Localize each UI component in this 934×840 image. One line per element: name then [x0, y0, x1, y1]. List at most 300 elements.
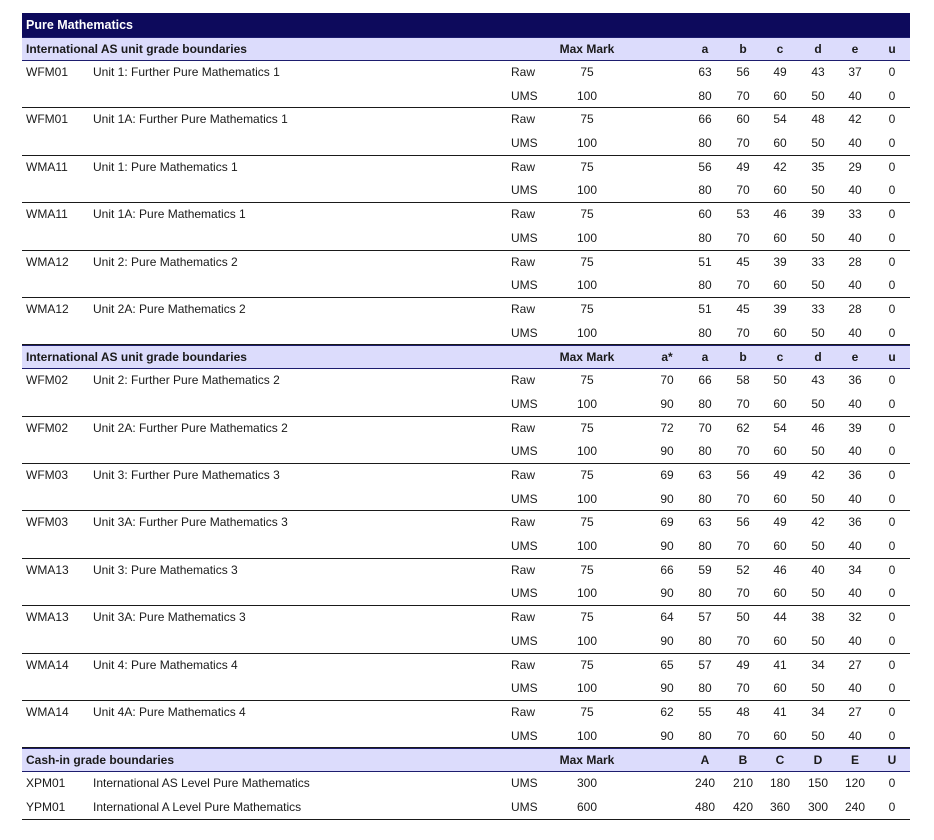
- mark-type: UMS: [511, 325, 538, 340]
- grade-boundary: 0: [888, 65, 896, 79]
- table-row: [22, 464, 910, 488]
- section-header: [22, 748, 910, 772]
- unit-name: Unit 3: Pure Mathematics 3: [93, 562, 238, 577]
- grade-boundary: 420: [732, 799, 754, 814]
- grade-boundary: 60: [773, 539, 787, 554]
- mark-type: UMS: [511, 539, 538, 554]
- mark-type: Raw: [511, 112, 536, 127]
- grade-boundary: 42: [773, 159, 787, 174]
- mark-type: Raw: [511, 468, 536, 482]
- max-mark: 100: [576, 325, 598, 340]
- grade-boundary: 40: [848, 633, 862, 648]
- max-mark-heading: Max Mark: [559, 753, 615, 768]
- qualification-name: International AS Level Pure Mathematics: [93, 776, 310, 791]
- max-mark: 75: [580, 468, 594, 482]
- unit-name: Unit 1: Pure Mathematics 1: [93, 159, 238, 174]
- unit-name: Unit 2A: Further Pure Mathematics 2: [93, 420, 288, 435]
- grade-boundary: 70: [736, 444, 750, 459]
- grade-boundary: 39: [773, 301, 787, 316]
- max-mark: 100: [576, 183, 598, 198]
- grade-boundary: 66: [660, 562, 674, 577]
- grade-boundary: 53: [736, 207, 750, 222]
- mark-type: UMS: [511, 681, 538, 696]
- table-row: [22, 251, 910, 275]
- table-row: [22, 582, 910, 606]
- grade-boundary: 0: [888, 373, 896, 388]
- unit-code: WMA13: [26, 610, 69, 625]
- max-mark: 75: [580, 562, 594, 577]
- grade-boundary: 63: [698, 515, 712, 530]
- grade-boundary: 27: [848, 657, 862, 672]
- table-row: [22, 393, 910, 417]
- grade-boundary: 39: [773, 254, 787, 269]
- grade-boundary: 40: [848, 88, 862, 103]
- grade-boundary: 0: [888, 325, 896, 340]
- max-mark: 100: [576, 230, 598, 245]
- max-mark: 100: [576, 539, 598, 554]
- max-mark: 75: [580, 373, 594, 388]
- grade-boundary: 70: [736, 633, 750, 648]
- grade-boundary: 56: [736, 65, 750, 79]
- grade-boundary: 80: [698, 183, 712, 198]
- unit-code: WMA14: [26, 657, 69, 672]
- grade-boundary: 52: [736, 562, 750, 577]
- grade-boundary: 55: [698, 704, 712, 719]
- table-row: [22, 85, 910, 109]
- max-mark: 100: [576, 136, 598, 151]
- grade-boundary: 80: [698, 539, 712, 554]
- grade-boundary: 120: [844, 776, 866, 791]
- grade-boundary: 54: [773, 112, 787, 127]
- grade-boundary: 39: [848, 420, 862, 435]
- grade-boundary: 50: [811, 88, 825, 103]
- grade-boundary: 90: [660, 396, 674, 411]
- max-mark: 300: [576, 776, 598, 791]
- grade-heading: E: [850, 753, 859, 768]
- grade-boundary: 180: [769, 776, 791, 791]
- unit-code: WFM03: [26, 515, 68, 530]
- grade-boundary: 70: [736, 491, 750, 506]
- mark-type: Raw: [511, 610, 536, 625]
- table-row: [22, 322, 910, 346]
- grade-boundary: 50: [811, 230, 825, 245]
- grade-heading: B: [738, 753, 748, 768]
- table-row: [22, 511, 910, 535]
- grade-boundary: 41: [773, 657, 787, 672]
- grade-boundary: 57: [698, 657, 712, 672]
- table-row: [22, 417, 910, 441]
- grade-boundary: 210: [732, 776, 754, 791]
- max-mark: 100: [576, 728, 598, 743]
- grade-boundary: 60: [773, 633, 787, 648]
- grade-boundary: 40: [848, 728, 862, 743]
- grade-heading: d: [814, 42, 822, 56]
- table-row: [22, 559, 910, 583]
- grade-boundary: 40: [848, 586, 862, 601]
- grade-boundary: 36: [848, 468, 862, 482]
- grade-boundary: 80: [698, 681, 712, 696]
- grade-boundary: 240: [844, 799, 866, 814]
- unit-code: WMA14: [26, 704, 69, 719]
- grade-heading: u: [888, 42, 896, 56]
- grade-boundary: 0: [888, 586, 896, 601]
- grade-boundary: 35: [811, 159, 825, 174]
- unit-code: WFM01: [26, 112, 68, 127]
- grade-boundary: 60: [773, 491, 787, 506]
- grade-boundary: 0: [888, 230, 896, 245]
- max-mark: 75: [580, 704, 594, 719]
- grade-boundary: 66: [698, 112, 712, 127]
- grade-boundary: 60: [773, 396, 787, 411]
- grade-boundary: 80: [698, 136, 712, 151]
- mark-type: Raw: [511, 562, 536, 577]
- grade-boundary: 49: [773, 468, 787, 482]
- unit-code: WFM02: [26, 373, 68, 388]
- grade-boundary: 60: [698, 207, 712, 222]
- grade-boundary: 70: [736, 136, 750, 151]
- mark-type: UMS: [511, 444, 538, 459]
- table-row: [22, 369, 910, 393]
- grade-heading: a: [701, 42, 709, 56]
- grade-boundary: 60: [736, 112, 750, 127]
- section-header: [22, 345, 910, 369]
- grade-boundary: 28: [848, 254, 862, 269]
- max-mark: 100: [576, 491, 598, 506]
- grade-boundary: 0: [888, 491, 896, 506]
- mark-type: UMS: [511, 183, 538, 198]
- grade-boundary: 0: [888, 681, 896, 696]
- grade-boundary: 150: [807, 776, 829, 791]
- grade-boundary: 40: [848, 325, 862, 340]
- table-row: [22, 108, 910, 132]
- unit-name: Unit 1A: Further Pure Mathematics 1: [93, 112, 288, 127]
- grade-boundary: 80: [698, 444, 712, 459]
- grade-boundary: 40: [848, 183, 862, 198]
- grade-boundary: 60: [773, 183, 787, 198]
- grade-boundary: 32: [848, 610, 862, 625]
- unit-name: Unit 1: Further Pure Mathematics 1: [93, 65, 280, 79]
- max-mark: 100: [576, 278, 598, 293]
- grade-boundary: 40: [848, 681, 862, 696]
- table-row: [22, 488, 910, 512]
- grade-boundary: 0: [888, 776, 896, 791]
- max-mark: 75: [580, 65, 594, 79]
- max-mark-heading: Max Mark: [559, 350, 615, 365]
- grade-boundary: 40: [848, 230, 862, 245]
- grade-boundary: 62: [736, 420, 750, 435]
- mark-type: Raw: [511, 420, 536, 435]
- mark-type: UMS: [511, 278, 538, 293]
- unit-name: Unit 4: Pure Mathematics 4: [93, 657, 238, 672]
- grade-boundary: 40: [848, 539, 862, 554]
- grade-boundary: 0: [888, 539, 896, 554]
- table-row: [22, 132, 910, 156]
- mark-type: UMS: [511, 136, 538, 151]
- grade-boundary: 50: [811, 586, 825, 601]
- table-row: [22, 61, 910, 85]
- max-mark: 75: [580, 254, 594, 269]
- grade-boundary: 56: [736, 468, 750, 482]
- grade-boundary: 80: [698, 230, 712, 245]
- grade-boundary: 64: [660, 610, 674, 625]
- grade-boundary: 80: [698, 728, 712, 743]
- grade-boundary: 80: [698, 88, 712, 103]
- grade-boundary: 0: [888, 159, 896, 174]
- grade-boundary: 0: [888, 468, 896, 482]
- unit-name: Unit 3A: Further Pure Mathematics 3: [93, 515, 288, 530]
- table-row: [22, 156, 910, 180]
- grade-boundary: 36: [848, 515, 862, 530]
- grade-boundary: 0: [888, 254, 896, 269]
- grade-boundary: 33: [848, 207, 862, 222]
- grade-boundary: 70: [736, 396, 750, 411]
- grade-boundary: 0: [888, 515, 896, 530]
- grade-boundary: 0: [888, 562, 896, 577]
- grade-boundary: 0: [888, 420, 896, 435]
- max-mark: 75: [580, 420, 594, 435]
- grade-boundary: 0: [888, 610, 896, 625]
- grade-boundary: 50: [811, 183, 825, 198]
- grade-boundary: 0: [888, 136, 896, 151]
- max-mark: 100: [576, 586, 598, 601]
- unit-name: Unit 3A: Pure Mathematics 3: [93, 610, 246, 625]
- grade-boundary: 50: [773, 373, 787, 388]
- unit-name: Unit 2A: Pure Mathematics 2: [93, 301, 246, 316]
- grade-boundary: 50: [811, 325, 825, 340]
- mark-type: UMS: [511, 728, 538, 743]
- grade-boundary: 90: [660, 539, 674, 554]
- grade-boundary: 60: [773, 136, 787, 151]
- grade-boundary: 65: [660, 657, 674, 672]
- grade-boundary: 66: [698, 373, 712, 388]
- table-row: [22, 227, 910, 251]
- grade-boundary: 40: [848, 396, 862, 411]
- unit-name: Unit 2: Pure Mathematics 2: [93, 254, 238, 269]
- grade-boundary: 46: [773, 562, 787, 577]
- grade-boundary: 70: [736, 183, 750, 198]
- mark-type: Raw: [511, 301, 536, 316]
- grade-boundary: 60: [773, 325, 787, 340]
- grade-boundary: 80: [698, 586, 712, 601]
- grade-boundary: 49: [773, 515, 787, 530]
- unit-code: WMA12: [26, 254, 69, 269]
- unit-name: Unit 2: Further Pure Mathematics 2: [93, 373, 280, 388]
- grade-heading: a: [701, 350, 709, 365]
- grade-boundary: 70: [736, 539, 750, 554]
- grade-boundary: 70: [698, 420, 712, 435]
- grade-boundary: 56: [736, 515, 750, 530]
- grade-boundary: 37: [848, 65, 862, 79]
- table-row: [22, 440, 910, 464]
- grade-boundary: 70: [736, 681, 750, 696]
- section-header-label: International AS unit grade boundaries: [26, 42, 247, 56]
- grade-boundary: 48: [811, 112, 825, 127]
- section-header: [22, 37, 910, 61]
- grade-boundary: 40: [848, 136, 862, 151]
- grade-boundary: 80: [698, 396, 712, 411]
- grade-heading: b: [739, 350, 747, 365]
- grade-boundary: 50: [811, 444, 825, 459]
- table-row: [22, 701, 910, 725]
- mark-type: Raw: [511, 704, 536, 719]
- unit-name: Unit 4A: Pure Mathematics 4: [93, 704, 246, 719]
- table-row: [22, 179, 910, 203]
- table-row: [22, 274, 910, 298]
- max-mark: 600: [576, 799, 598, 814]
- max-mark: 75: [580, 301, 594, 316]
- grade-boundary: 50: [811, 633, 825, 648]
- table-row: [22, 654, 910, 678]
- grade-boundary: 51: [698, 301, 712, 316]
- mark-type: UMS: [511, 776, 538, 791]
- grade-boundary: 70: [736, 88, 750, 103]
- grade-boundary: 70: [736, 325, 750, 340]
- grade-boundary: 56: [698, 159, 712, 174]
- grade-heading: u: [888, 350, 896, 365]
- grade-boundary: 80: [698, 278, 712, 293]
- grade-boundary: 240: [694, 776, 716, 791]
- grade-boundary: 50: [811, 396, 825, 411]
- grade-boundary: 33: [811, 254, 825, 269]
- max-mark: 75: [580, 515, 594, 530]
- grade-boundary: 90: [660, 491, 674, 506]
- grade-boundaries-table: [22, 13, 910, 820]
- unit-code: WFM02: [26, 420, 68, 435]
- section-header-label: International AS unit grade boundaries: [26, 350, 247, 365]
- grade-boundary: 29: [848, 159, 862, 174]
- grade-boundary: 50: [811, 136, 825, 151]
- grade-boundary: 40: [848, 278, 862, 293]
- grade-boundary: 0: [888, 657, 896, 672]
- grade-boundary: 44: [773, 610, 787, 625]
- qualification-code: XPM01: [26, 776, 66, 791]
- mark-type: Raw: [511, 159, 536, 174]
- grade-boundary: 50: [736, 610, 750, 625]
- grade-boundary: 60: [773, 681, 787, 696]
- mark-type: UMS: [511, 88, 538, 103]
- grade-boundary: 0: [888, 278, 896, 293]
- max-mark: 75: [580, 112, 594, 127]
- grade-boundary: 48: [736, 704, 750, 719]
- grade-boundary: 42: [811, 468, 825, 482]
- table-row: [22, 725, 910, 749]
- grade-boundary: 62: [660, 704, 674, 719]
- grade-boundary: 34: [811, 704, 825, 719]
- grade-boundary: 49: [773, 65, 787, 79]
- grade-boundary: 50: [811, 491, 825, 506]
- grade-boundary: 0: [888, 444, 896, 459]
- mark-type: Raw: [511, 373, 536, 388]
- grade-heading: d: [814, 350, 822, 365]
- unit-name: Unit 1A: Pure Mathematics 1: [93, 207, 246, 222]
- grade-boundary: 41: [773, 704, 787, 719]
- grade-boundary: 69: [660, 468, 674, 482]
- grade-boundary: 0: [888, 112, 896, 127]
- grade-boundary: 0: [888, 704, 896, 719]
- grade-boundary: 46: [811, 420, 825, 435]
- grade-boundary: 0: [888, 799, 896, 814]
- grade-boundary: 50: [811, 539, 825, 554]
- grade-boundary: 60: [773, 230, 787, 245]
- grade-boundary: 51: [698, 254, 712, 269]
- mark-type: Raw: [511, 515, 536, 530]
- grade-boundary: 300: [807, 799, 829, 814]
- grade-boundary: 34: [848, 562, 862, 577]
- mark-type: Raw: [511, 207, 536, 222]
- grade-boundary: 43: [811, 373, 825, 388]
- grade-boundary: 0: [888, 88, 896, 103]
- max-mark: 100: [576, 681, 598, 696]
- grade-boundary: 38: [811, 610, 825, 625]
- table-row: [22, 298, 910, 322]
- mark-type: UMS: [511, 586, 538, 601]
- mark-type: UMS: [511, 799, 538, 814]
- unit-code: WMA11: [26, 207, 68, 222]
- grade-boundary: 49: [736, 657, 750, 672]
- grade-heading: e: [851, 350, 859, 365]
- grade-boundary: 46: [773, 207, 787, 222]
- grade-boundary: 60: [773, 586, 787, 601]
- max-mark: 75: [580, 610, 594, 625]
- grade-boundary: 39: [811, 207, 825, 222]
- grade-boundary: 40: [848, 491, 862, 506]
- mark-type: Raw: [511, 254, 536, 269]
- grade-heading: a*: [661, 350, 673, 365]
- unit-code: WMA12: [26, 301, 69, 316]
- grade-boundary: 0: [888, 207, 896, 222]
- mark-type: UMS: [511, 230, 538, 245]
- grade-boundary: 0: [888, 301, 896, 316]
- grade-boundary: 50: [811, 728, 825, 743]
- max-mark-heading: Max Mark: [559, 42, 615, 56]
- grade-boundary: 80: [698, 325, 712, 340]
- table-row: [22, 535, 910, 559]
- grade-boundary: 70: [736, 230, 750, 245]
- grade-boundary: 0: [888, 633, 896, 648]
- table-row: [22, 796, 910, 820]
- grade-boundary: 80: [698, 633, 712, 648]
- mark-type: Raw: [511, 65, 536, 79]
- grade-boundary: 0: [888, 728, 896, 743]
- grade-heading: A: [700, 753, 710, 768]
- grade-heading: b: [739, 42, 747, 56]
- grade-boundary: 57: [698, 610, 712, 625]
- unit-code: WFM03: [26, 468, 68, 482]
- qualification-code: YPM01: [26, 799, 66, 814]
- grade-boundary: 63: [698, 65, 712, 79]
- grade-boundary: 70: [736, 586, 750, 601]
- max-mark: 100: [576, 88, 598, 103]
- grade-heading: D: [813, 753, 823, 768]
- grade-boundary: 28: [848, 301, 862, 316]
- grade-boundary: 40: [848, 444, 862, 459]
- grade-boundary: 34: [811, 657, 825, 672]
- grade-heading: U: [887, 753, 897, 768]
- grade-boundary: 45: [736, 301, 750, 316]
- grade-heading: c: [776, 42, 784, 56]
- grade-boundary: 60: [773, 278, 787, 293]
- grade-boundary: 27: [848, 704, 862, 719]
- table-row: [22, 677, 910, 701]
- grade-boundary: 59: [698, 562, 712, 577]
- mark-type: Raw: [511, 657, 536, 672]
- grade-boundary: 58: [736, 373, 750, 388]
- grade-heading: c: [776, 350, 784, 365]
- grade-boundary: 54: [773, 420, 787, 435]
- max-mark: 100: [576, 633, 598, 648]
- max-mark: 100: [576, 396, 598, 411]
- grade-boundary: 70: [660, 373, 674, 388]
